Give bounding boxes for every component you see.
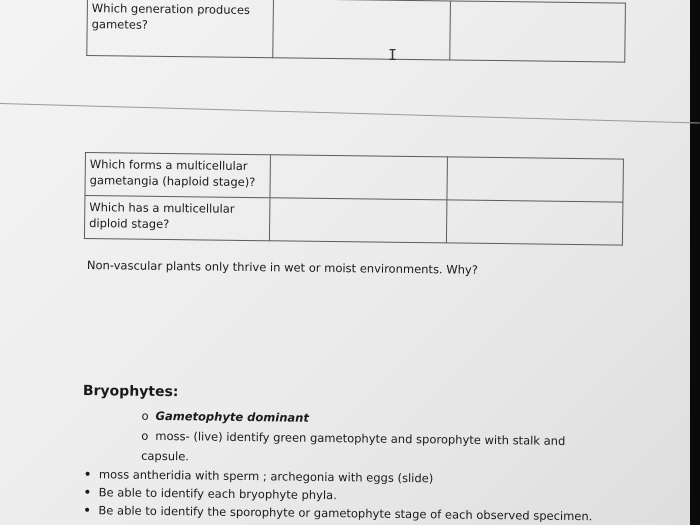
question-cell: Which forms a multicellular gametangia (haploid stage)? [85,153,271,198]
table-row [87,0,626,62]
sub-item-text: moss- (live) identify green gametophyte and sporophyte with stalk and [155,428,566,448]
table-row [84,196,622,246]
sub-list-item [79,425,593,471]
list-item-text: Be able to identify each bryophyte phyla. [98,485,337,503]
section-divider [0,103,700,124]
answer-cell-2[interactable] [447,157,624,202]
circle-bullet-icon: o [141,428,149,443]
bullet-icon: • [83,503,91,518]
question-cell: Which has a multicellular diploid stage? [84,196,270,241]
table-row [85,153,623,203]
answer-cell-1[interactable] [270,155,448,200]
question-cell: Which generation produces gametes? [87,0,274,58]
nonvascular-question: Non-vascular plants only thrive in wet or moist environments. Why? [86,258,478,277]
sub-item-text: Gametophyte dominant [155,408,309,425]
list-item-text: moss antheridia with sperm ; archegonia with eggs (slide) [98,467,434,486]
text-cursor-icon: I [388,46,398,64]
bryophytes-section [78,383,594,525]
bullet-icon: • [83,467,92,482]
circle-bullet-icon: o [141,408,149,423]
answer-cell-1[interactable] [273,0,451,60]
list-item-text: Be able to identify the sporophyte or gametophyte stage of each observed specimen. [98,503,593,524]
bullet-icon: • [83,485,92,500]
section-heading: Bryophytes: [82,383,179,401]
generation-table-middle [84,152,624,246]
sub-item-continuation: capsule. [141,448,190,464]
answer-cell-2[interactable] [446,200,623,245]
generation-table-top [86,0,626,63]
answer-cell-1[interactable] [269,198,447,243]
answer-cell-2[interactable] [450,1,626,62]
